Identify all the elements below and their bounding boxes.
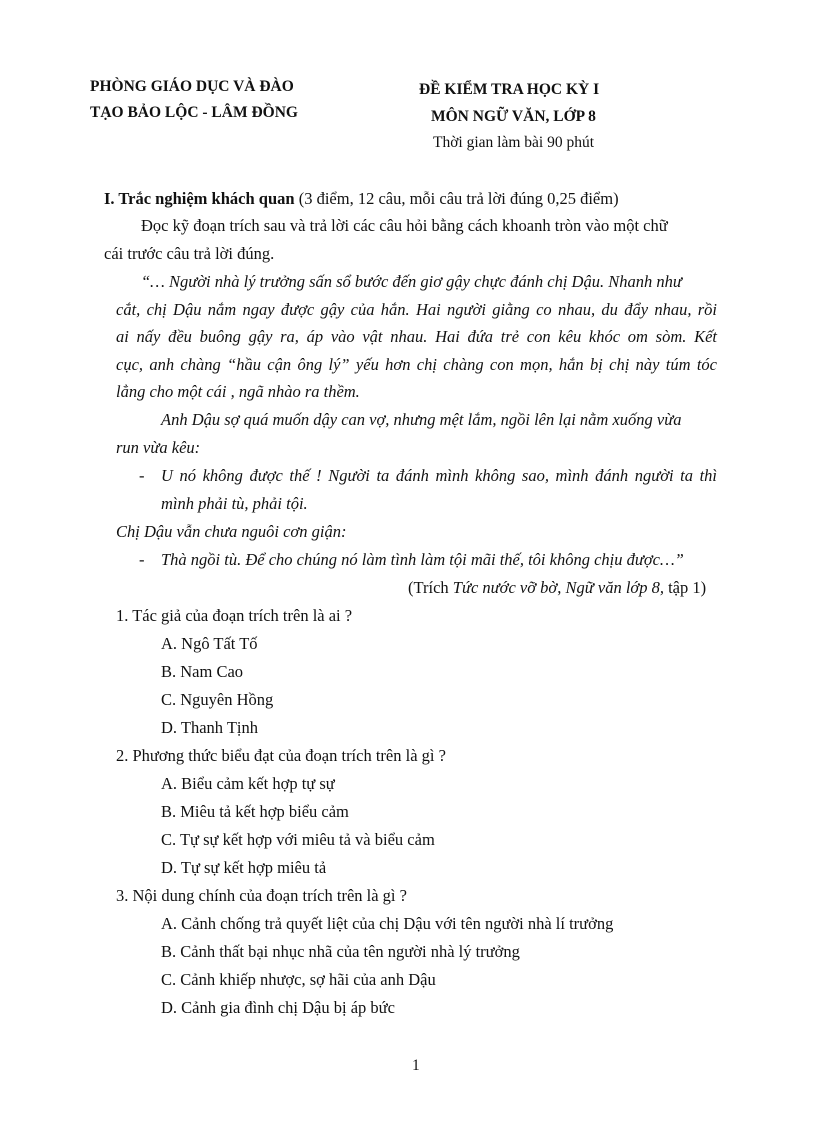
passage-line: run vừa kêu: xyxy=(116,438,201,457)
section-title-rest: (3 điểm, 12 câu, mỗi câu trả lời đúng 0,25 điểm) xyxy=(294,189,619,208)
citation-title: Tức nước vỡ bờ xyxy=(452,578,558,597)
question-2: 2. Phương thức biểu đạt của đoạn trích trên là gì ? xyxy=(116,746,446,765)
passage-line: cục, anh chàng “hầu cận ông lý” yếu hơn chị chàng con mọn, hắn bị chị này túm tóc xyxy=(116,355,717,374)
citation-prefix: (Trích xyxy=(408,578,453,597)
question-1: 1. Tác giả của đoạn trích trên là ai ? xyxy=(116,606,353,625)
citation-book: Ngữ văn lớp 8, xyxy=(565,578,664,597)
dialogue-line: mình phải tù, phải tội. xyxy=(161,494,308,513)
instruction-line1: Đọc kỹ đoạn trích sau và trả lời các câu hỏi bằng cách khoanh tròn vào một chữ xyxy=(141,216,668,235)
citation-separator: , xyxy=(557,578,566,597)
passage-line: ai nấy đều buông gậy ra, áp vào vật nhau. Hai đứa trẻ con kêu khóc om sòm. Kết xyxy=(116,327,717,346)
exam-subject: MÔN NGỮ VĂN, LỚP 8 xyxy=(431,108,596,125)
question-3-option-c[interactable]: C. Cảnh khiếp nhược, sợ hãi của anh Dậu xyxy=(161,970,436,989)
question-1-option-a[interactable]: A. Ngô Tất Tố xyxy=(161,634,258,653)
school-name-line2: TẠO BẢO LỘC - LÂM ĐỒNG xyxy=(90,104,298,121)
section-title xyxy=(104,189,619,209)
question-3: 3. Nội dung chính của đoạn trích trên là gì ? xyxy=(116,886,407,905)
citation xyxy=(408,578,706,598)
dialogue-dash: - xyxy=(139,550,145,569)
passage-line: Anh Dậu sợ quá muốn dậy can vợ, nhưng mệt lắm, ngồi lên lại nằm xuống vừa xyxy=(161,410,682,429)
question-1-option-d[interactable]: D. Thanh Tịnh xyxy=(161,718,259,737)
passage-line: Chị Dậu vẫn chưa nguôi cơn giận: xyxy=(116,522,347,541)
section-title-bold: I. Trắc nghiệm khách quan xyxy=(104,189,295,208)
dialogue-dash: - xyxy=(139,466,145,485)
passage-line: lẳng cho một cái , ngã nhào ra thềm. xyxy=(116,382,360,401)
question-3-option-a[interactable]: A. Cảnh chống trả quyết liệt của chị Dậu với tên người nhà lí trưởng xyxy=(161,914,614,933)
passage-line: “… Người nhà lý trưởng sấn sổ bước đến giơ gậy chực đánh chị Dậu. Nhanh như xyxy=(141,272,682,291)
question-2-option-a[interactable]: A. Biểu cảm kết hợp tự sự xyxy=(161,774,335,793)
passage-line: cắt, chị Dậu nắm ngay được gậy của hắn. Hai người giằng co nhau, du đẩy nhau, rồi xyxy=(116,300,717,319)
citation-suffix: tập 1) xyxy=(663,578,707,597)
question-3-option-b[interactable]: B. Cảnh thất bại nhục nhã của tên người nhà lý trưởng xyxy=(161,942,520,961)
question-3-option-d[interactable]: D. Cảnh gia đình chị Dậu bị áp bức xyxy=(161,998,395,1017)
question-2-option-d[interactable]: D. Tự sự kết hợp miêu tả xyxy=(161,858,327,877)
school-name-line1: PHÒNG GIÁO DỤC VÀ ĐÀO xyxy=(90,78,294,95)
exam-title: ĐỀ KIỂM TRA HỌC KỲ I xyxy=(419,81,600,98)
dialogue-line: U nó không được thế ! Người ta đánh mình không sao, mình đánh người ta thì xyxy=(161,466,717,485)
question-2-option-b[interactable]: B. Miêu tả kết hợp biểu cảm xyxy=(161,802,349,821)
dialogue-line: Thà ngồi tù. Để cho chúng nó làm tình làm tội mãi thế, tôi không chịu được…” xyxy=(161,550,684,569)
question-1-option-b[interactable]: B. Nam Cao xyxy=(161,662,244,681)
question-2-option-c[interactable]: C. Tự sự kết hợp với miêu tả và biểu cảm xyxy=(161,830,435,849)
instruction-line2: cái trước câu trả lời đúng. xyxy=(104,244,275,263)
page-number: 1 xyxy=(412,1057,420,1074)
question-1-option-c[interactable]: C. Nguyên Hồng xyxy=(161,690,274,709)
exam-duration: Thời gian làm bài 90 phút xyxy=(433,134,595,151)
